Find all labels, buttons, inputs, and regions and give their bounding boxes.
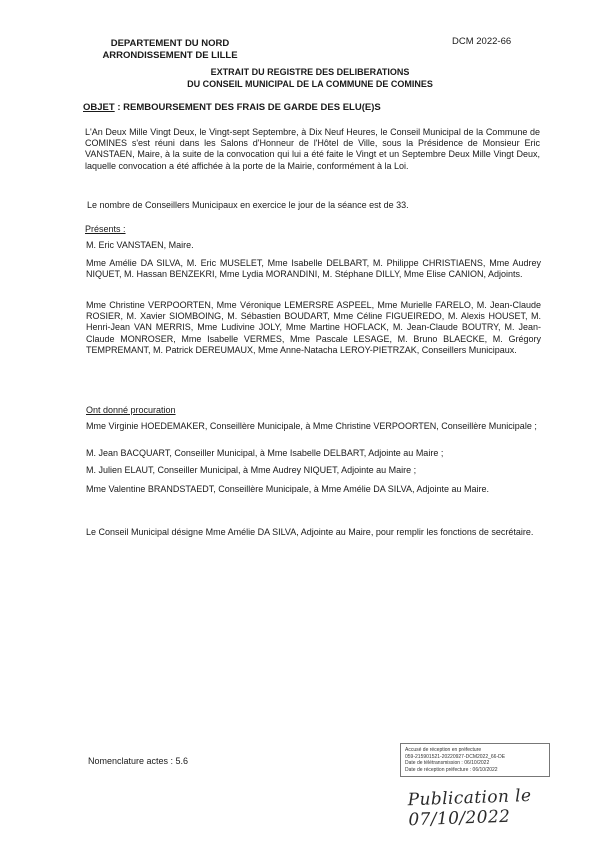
issuer-block [75,38,265,62]
stamp-line: 059-215901521-20220927-DCM2022_66-DE [405,753,506,760]
proxy-item: Mme Virginie HOEDEMAKER, Conseillère Municipale, à Mme Christine VERPOORTEN, Conseillère Municipale ; [86,421,537,431]
present-heading: Présents : [85,224,126,234]
proxy-heading: Ont donné procuration [86,405,176,415]
meeting-intro-paragraph: L'An Deux Mille Vingt Deux, le Vingt-sept Septembre, à Dix Neuf Heures, le Conseil Municipal de la Commune de COMINES s'est réuni dans les Salons d'Honneur de l'Hôtel de Ville, sous la Présidence de Monsieur Eric VANSTAEN, Maire, à la suite de la convocation qui lui a été faite le Vingt et un Septembre Deux Mille Vingt Deux, laquelle convocation a été affichée à la porte de la Mairie, conformément à la Loi. [85,127,540,171]
prefecture-receipt-stamp [400,743,550,777]
arrondissement-label: ARRONDISSEMENT DE LILLE [102,50,238,61]
deliberation-reference: DCM 2022-66 [452,36,512,47]
stamp-line: Accusé de réception en préfecture [405,747,482,753]
register-title-line-1: EXTRAIT DU REGISTRE DES DELIBERATIONS [210,67,410,77]
present-mayor: M. Eric VANSTAEN, Maire. [86,240,194,250]
subject-text: : REMBOURSEMENT DES FRAIS DE GARDE DES ELU(E)S [114,102,381,113]
proxy-item: M. Jean BACQUART, Conseiller Municipal, à Mme Isabelle DELBART, Adjointe au Maire ; [86,448,444,458]
present-councillors: Mme Christine VERPOORTEN, Mme Véronique LEMERSRE ASPEEL, Mme Murielle FARELO, M. Jean-Claude ROSIER, M. Xavier SIOMBOING, M. Sébastien BOUDART, Mme Céline FIGUEIREDO, M. Alexis HOUSET, M. Henri-Jean VAN MERRIS, Mme Ludivine JOLY, Mme Martine HOFLACK, M. Jean-Claude BOUTRY, M. Jean-Claude MONROSER, Mme Isabelle VERMES, Mme Pascale LESAGE, M. Bruno BLAECKE, M. Grégory TEMPREMANT, M. Patrick DEREUMAUX, Mme Anne-Natacha LEROY-PIETRZAK, Conseillers Municipaux. [86,300,541,355]
nomenclature-label: Nomenclature actes : 5.6 [88,756,189,766]
proxy-item: Mme Valentine BRANDSTAEDT, Conseillère Municipale, à Mme Amélie DA SILVA, Adjointe au Maire. [86,484,490,494]
handwritten-publication-note: Publication le 07/10/2022 [407,785,532,831]
register-title [160,67,460,90]
register-title-line-2: DU CONSEIL MUNICIPAL DE LA COMMUNE DE COMINES [187,78,433,89]
department-label: DEPARTEMENT DU NORD [110,38,230,49]
stamp-line: Date de réception préfecture : 06/10/2022 [405,766,498,773]
secretary-paragraph: Le Conseil Municipal désigne Mme Amélie DA SILVA, Adjointe au Maire, pour remplir les fonctions de secrétaire. [86,527,534,537]
present-deputies: Mme Amélie DA SILVA, M. Eric MUSELET, Mme Isabelle DELBART, M. Philippe CHRISTIAENS, Mme Audrey NIQUET, M. Hassan BENZEKRI, Mme Lydia MORANDINI, M. Stéphane DILLY, Mme Elise CANION, Adjoints. [86,258,541,280]
proxy-item: M. Julien ELAUT, Conseiller Municipal, à Mme Audrey NIQUET, Adjointe au Maire ; [86,465,417,475]
subject-line [83,102,381,113]
councillor-count-paragraph: Le nombre de Conseillers Municipaux en exercice le jour de la séance est de 33. [87,200,409,210]
stamp-line: Date de télétransmission : 06/10/2022 [405,760,490,766]
subject-label: OBJET [83,102,115,113]
